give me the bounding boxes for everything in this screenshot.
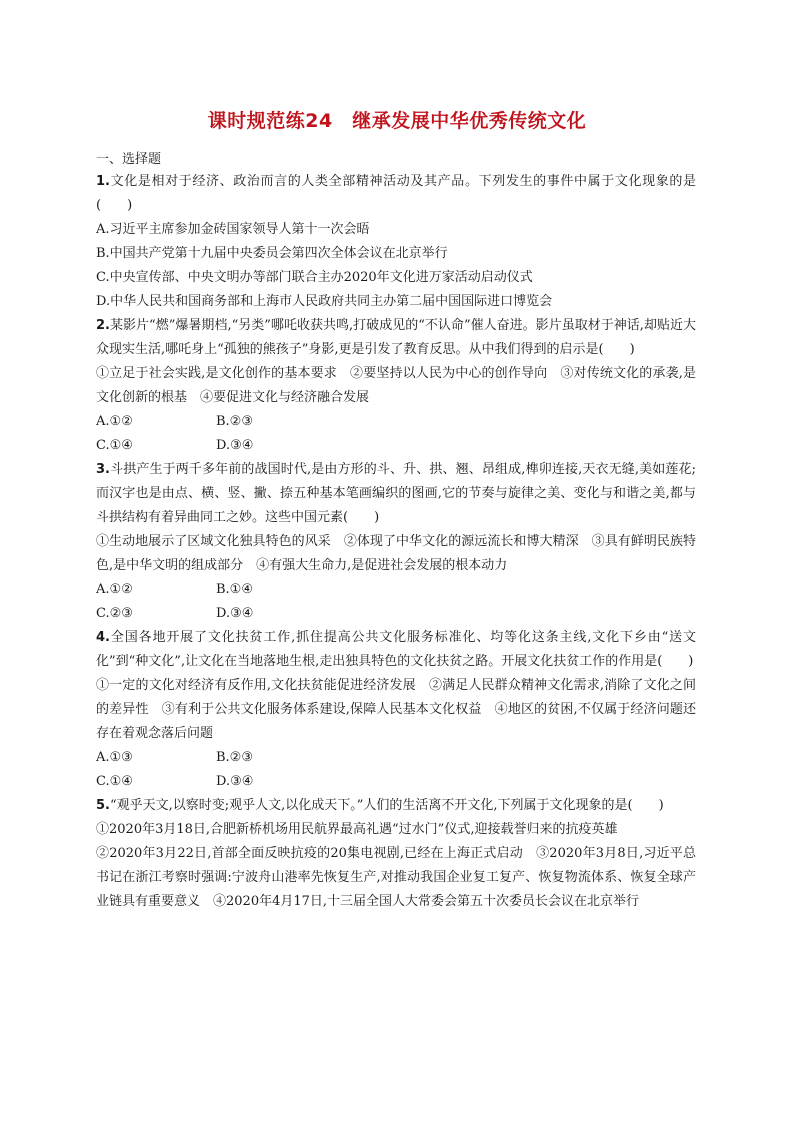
question-stem [96, 170, 696, 218]
question-2 [96, 314, 696, 458]
options-grid [96, 578, 696, 626]
option-d: D.③④ [216, 774, 254, 789]
option-a: A.习近平主席参加金砖国家领导人第十一次会晤 [96, 222, 370, 237]
question-text: 斗拱产生于两千多年前的战国时代,是由方形的斗、升、拱、翘、昂组成,榫卯连接,天衣无缝,美如莲花;而汉字也是由点、横、竖、撇、捺五种基本笔画编织的图画,它的节奏与旋律之美、变化与和谐之美,都与斗拱结构有着异曲同工之妙。这些中国元素( ) [96, 462, 696, 525]
question-text: 文化是相对于经济、政治而言的人类全部精神活动及其产品。下列发生的事件中属于文化现象的是( ) [96, 174, 696, 213]
options-grid [96, 746, 696, 794]
statements: ①立足于社会实践,是文化创作的基本要求 ②要坚持以人民为中心的创作导向 ③对传统文化的承袭,是文化创新的根基 ④要促进文化与经济融合发展 [96, 366, 696, 405]
question-number: 4. [96, 630, 110, 645]
statements: ①生动地展示了区域文化独具特色的风采 ②体现了中华文化的源远流长和博大精深 ③具有鲜明民族特色,是中华文明的组成部分 ④有强大生命力,是促进社会发展的根本动力 [96, 534, 696, 573]
option-b: B.①④ [216, 582, 253, 597]
question-stem [96, 458, 696, 530]
options-grid [96, 410, 696, 458]
option-d: D.③④ [216, 606, 254, 621]
option-c: C.②③ [96, 606, 133, 621]
statements: ①一定的文化对经济有反作用,文化扶贫能促进经济发展 ②满足人民群众精神文化需求,消除了文化之间的差异性 ③有利于公共文化服务体系建设,保障人民基本文化权益 ④地区的贫困,不仅属于经济问题还存在着观念落后问题 [96, 678, 696, 741]
question-text: 某影片“燃”爆暑期档,“另类”哪吒收获共鸣,打破成见的“不认命”催人奋进。影片虽取材于神话,却贴近大众现实生活,哪吒身上“孤独的熊孩子”身影,更是引发了教育反思。从中我们得到的启示是( ) [96, 318, 696, 357]
option-c: C.中央宣传部、中央文明办等部门联合主办2020年文化进万家活动启动仪式 [96, 270, 533, 285]
option-a: A.①③ [96, 750, 133, 765]
page-title: 课时规范练24 继承发展中华优秀传统文化 [207, 110, 587, 132]
question-number: 1. [96, 174, 110, 189]
option-d: D.③④ [216, 438, 254, 453]
question-3 [96, 458, 696, 626]
question-text: 全国各地开展了文化扶贫工作,抓住提高公共文化服务标准化、均等化这条主线,文化下乡由“送文化”到“种文化”,让文化在当地落地生根,走出独具特色的文化扶贫之路。开展文化扶贫工作的作用是( ) [96, 630, 696, 669]
option-c: C.①④ [96, 774, 133, 789]
option-c: C.①④ [96, 438, 133, 453]
option-a: A.①② [96, 582, 133, 597]
question-number: 2. [96, 318, 110, 333]
question-4 [96, 626, 696, 794]
statements: ②2020年3月22日,首部全面反映抗疫的20集电视剧,已经在上海正式启动 ③2020年3月8日,习近平总书记在浙江考察时强调:宁波舟山港率先恢复生产,对推动我国企业复工复产、恢复物流体系、恢复全球产业链具有重要意义 ④2020年4月17日,十三届全国人大常委会第五十次委员长会议在北京举行 [96, 846, 696, 909]
question-stem [96, 794, 696, 818]
option-d: D.中华人民共和国商务部和上海市人民政府共同主办第二届中国国际进口博览会 [96, 294, 553, 309]
section-heading: 一、选择题 [96, 152, 162, 167]
option-b: B.中国共产党第十九届中央委员会第四次全体会议在北京举行 [96, 246, 448, 261]
question-stem [96, 314, 696, 362]
question-text: “观乎天文,以察时变;观乎人文,以化成天下。”人们的生活离不开文化,下列属于文化现象的是( ) [109, 798, 664, 813]
question-list [96, 170, 696, 914]
question-number: 5. [96, 798, 110, 813]
option-a: A.①② [96, 414, 133, 429]
question-number: 3. [96, 462, 110, 477]
option-b: B.②③ [216, 414, 253, 429]
question-1 [96, 170, 696, 314]
question-stem [96, 626, 696, 674]
question-5 [96, 794, 696, 914]
statement-1: ①2020年3月18日,合肥新桥机场用民航界最高礼遇“过水门”仪式,迎接载誉归来的抗疫英雄 [96, 822, 618, 837]
option-b: B.②③ [216, 750, 253, 765]
